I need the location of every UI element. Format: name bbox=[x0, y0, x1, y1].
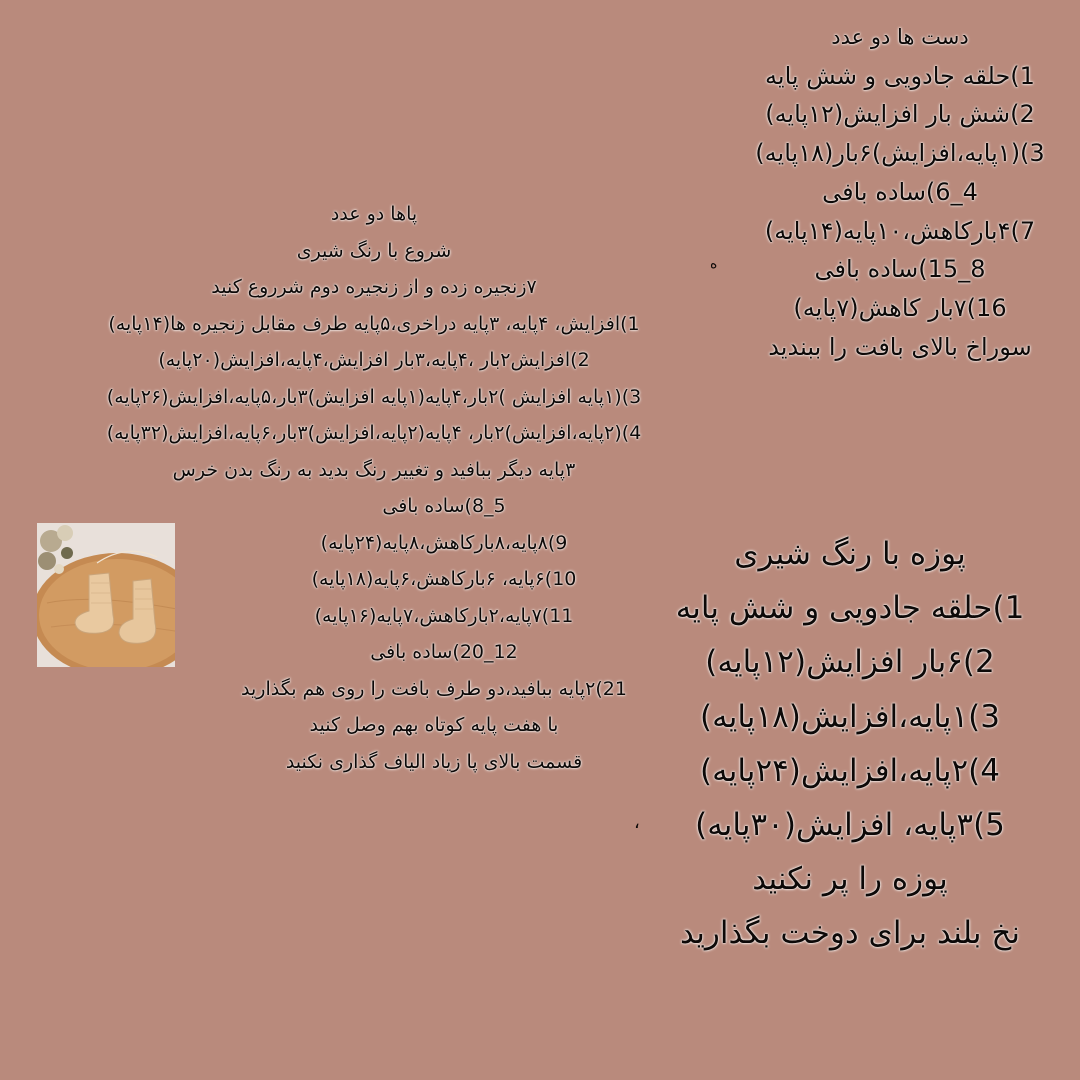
snout-note: پوزه را پر نکنید bbox=[752, 861, 948, 898]
snout-step: 2)۶بار افزایش(۱۲پایه) bbox=[705, 644, 995, 681]
hands-step: 2)شش بار افزایش(۱۲پایه) bbox=[765, 100, 1035, 129]
feet-step: ۷زنجیره زده و از زنجیره دوم شرروع کنید bbox=[211, 276, 537, 298]
feet-step: 9)۸پایه،۸بارکاهش،۸پایه(۲۴پایه) bbox=[320, 531, 568, 554]
feet-step: 3)(۱پایه افزایش )۲بار،۴پایه(۱پایه افزایش)۳بار،۵پایه،افزایش(۲۶پایه) bbox=[106, 385, 642, 408]
feet-step: ۳پایه دیگر ببافید و تغییر رنگ بدید به رنگ بدن خرس bbox=[172, 458, 576, 481]
feet-step: 21)۲پایه ببافید،دو طرف بافت را روی هم بگذارید bbox=[241, 677, 627, 700]
hands-step: 16)۷بار کاهش(۷پایه) bbox=[793, 293, 1007, 322]
stray-mark: ه bbox=[710, 256, 718, 272]
hands-step: 8_15)ساده بافی bbox=[814, 255, 986, 284]
feet-step: 11)۷پایه،۲بارکاهش،۷پایه(۱۶پایه) bbox=[314, 604, 574, 627]
feet-step: 1)افزایش، ۴پایه، ۳پایه دراخری،۵پایه طرف مقابل زنجیره ها(۱۴پایه) bbox=[108, 312, 640, 335]
hands-instructions bbox=[735, 18, 1065, 366]
snout-step: 4)۲پایه،افزایش(۲۴پایه) bbox=[700, 752, 1000, 789]
hands-step: 7)۴بارکاهش،۱۰پایه(۱۴پایه) bbox=[764, 216, 1036, 245]
hands-step: 1)حلقه جادویی و شش پایه bbox=[765, 61, 1035, 90]
crochet-feet-illustration bbox=[37, 523, 175, 667]
feet-note: قسمت بالای پا زیاد الیاف گذاری نکنید bbox=[285, 750, 583, 773]
feet-step: 12_20)ساده بافی bbox=[370, 641, 518, 663]
feet-instructions bbox=[14, 196, 734, 780]
feet-step: 5_8)ساده بافی bbox=[382, 495, 506, 517]
snout-step: 5)۳پایه، افزایش(۳۰پایه) bbox=[695, 807, 1005, 844]
hands-title: دست ها دو عدد bbox=[831, 25, 969, 49]
feet-step: 2)افزایش۲بار ،۴پایه،۳بار افزایش،۴پایه،افزایش(۲۰پایه) bbox=[158, 349, 590, 371]
feet-step: با هفت پایه کوتاه بهم وصل کنید bbox=[309, 714, 559, 736]
hands-step: 4_6)ساده بافی bbox=[822, 177, 978, 206]
hands-step: 3)(۱پایه،افزایش)۶بار(۱۸پایه) bbox=[755, 139, 1045, 168]
snout-note: نخ بلند برای دوخت بگذارید bbox=[679, 915, 1021, 952]
feet-step: 10)۶پایه، ۶بارکاهش،۶پایه(۱۸پایه) bbox=[311, 568, 577, 590]
stray-mark: ، bbox=[634, 812, 640, 833]
snout-step: 3)۱پایه،افزایش(۱۸پایه) bbox=[700, 698, 1000, 735]
snout-step: 1)حلقه جادویی و شش پایه bbox=[675, 590, 1025, 627]
feet-step: شروع با رنگ شیری bbox=[296, 239, 452, 262]
feet-step: 4)(۲پایه،افزایش)۲بار، ۴پایه(۲پایه،افزایش)۳بار،۶پایه،افزایش(۳۲پایه) bbox=[106, 422, 642, 444]
hands-note: سوراخ بالای بافت را ببندید bbox=[768, 332, 1032, 361]
snout-instructions bbox=[630, 527, 1070, 961]
feet-title: پاها دو عدد bbox=[330, 203, 418, 225]
snout-title: پوزه با رنگ شیری bbox=[734, 536, 966, 572]
crochet-feet-photo bbox=[37, 523, 175, 667]
